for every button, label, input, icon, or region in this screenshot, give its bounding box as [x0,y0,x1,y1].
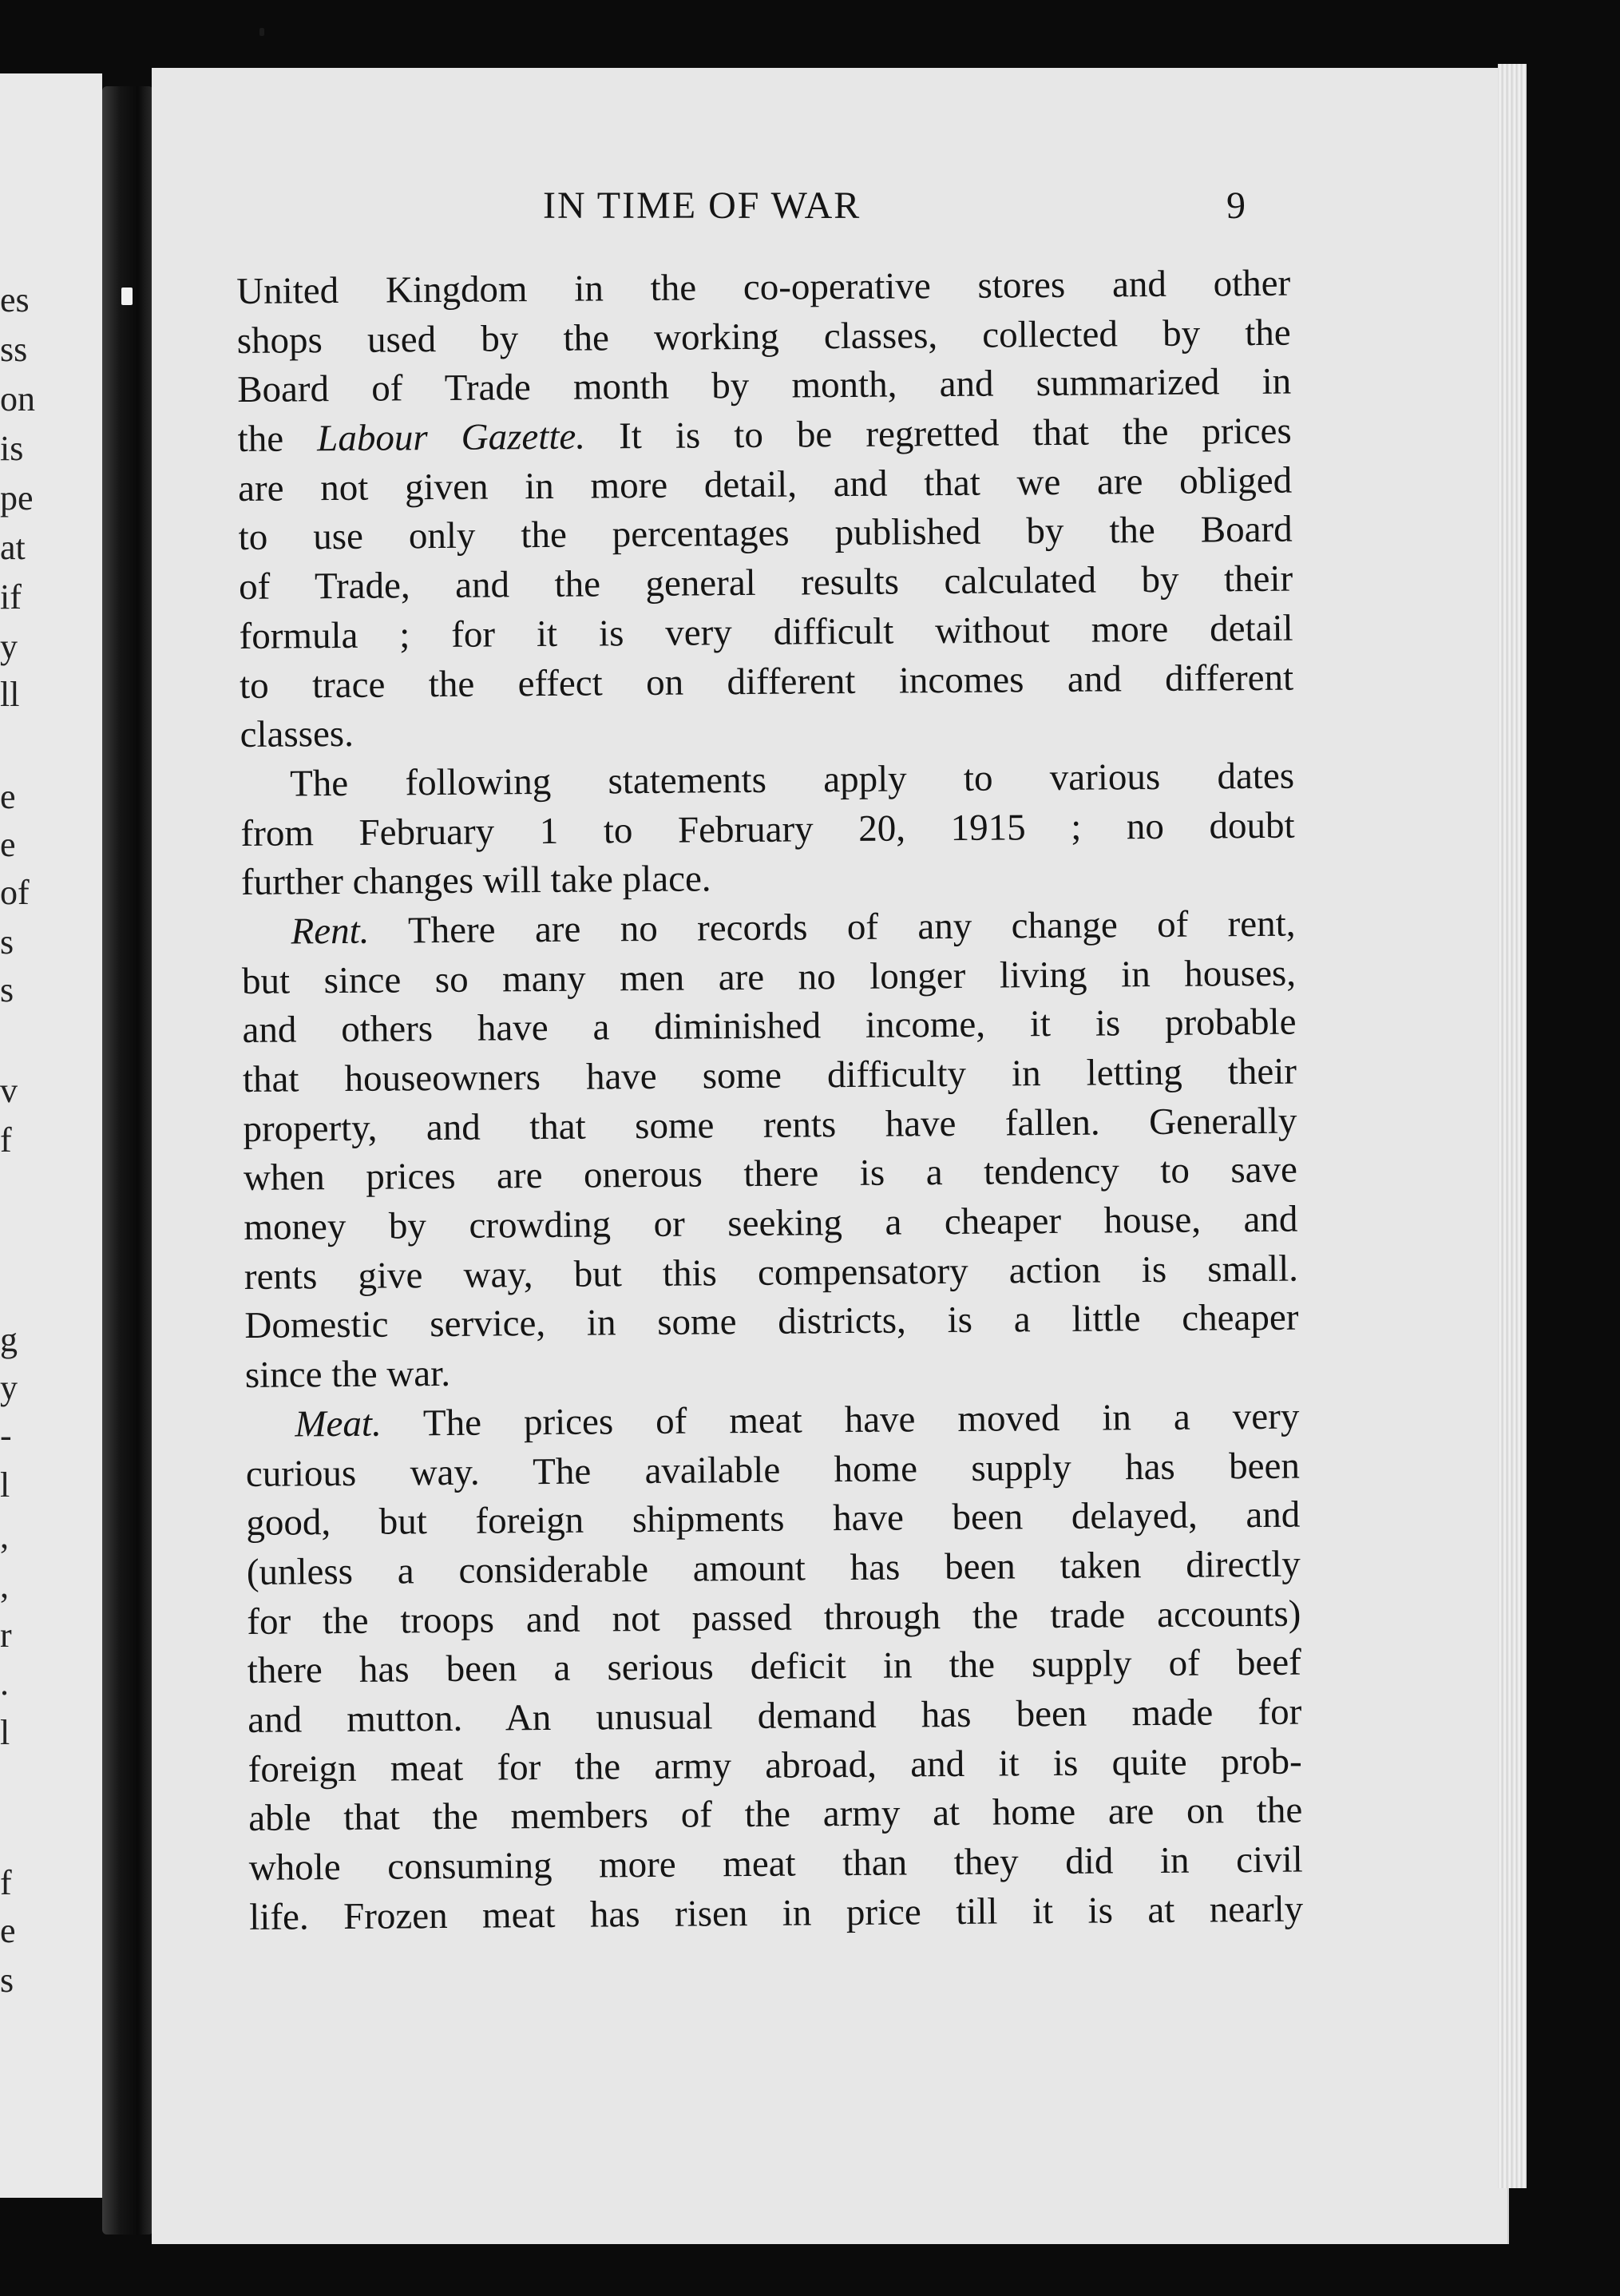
text-line-with-italic: the Labour Gazette. It is to be regretted that the prices [237,410,1292,461]
left-page-fragment: l [0,1713,10,1752]
left-page-fragment: if [0,577,22,617]
left-page-fragment: at [0,528,26,567]
text-line: money by crowding or seeking a cheaper house, and [244,1198,1298,1249]
left-page-fragment: es [0,280,30,319]
text-line: classes. [240,713,354,756]
left-page-fragment: f [0,1863,12,1902]
text-line: rents give way, but this compensatory action is small. [244,1247,1299,1298]
left-page-fragment: - [0,1416,12,1455]
left-page-fragment: r [0,1616,12,1655]
text-line: but since so many men are no longer living in houses, [241,952,1297,1002]
text-line: Board of Trade month by month, and summarized in [237,361,1292,411]
text-line: to use only the percentages published by the Board [238,509,1293,559]
text-line-with-italic: Rent. There are no records of any change of rent, [291,902,1296,953]
left-page-fragment: y [0,1368,18,1407]
text-line: United Kingdom in the co-operative stores and other [236,262,1291,312]
left-page-fragment: ll [0,675,20,714]
left-page-fragment: on [0,379,35,418]
facing-page-left [0,73,102,2198]
italic-phrase: Labour Gazette. [316,415,586,460]
text-line: able that the members of the army at home are on the [248,1789,1303,1840]
left-page-fragment: e [0,825,16,864]
text-line: from February 1 to February 20, 1915 ; no doubt [240,804,1295,855]
text-line: of Trade, and the general results calculated by their [238,557,1293,609]
left-page-fragment: v [0,1071,18,1110]
text-line: curious way. The available home supply has been [245,1445,1301,1495]
text-line: further changes will take place. [240,858,711,904]
left-page-fragment: e [0,777,16,816]
page-number: 9 [1226,184,1246,227]
text-line-with-italic: Meat. The prices of meat have moved in a very [295,1395,1300,1445]
text-line: The following statements apply to various dates [289,755,1295,805]
left-page-fragment: g [0,1320,18,1359]
margin-speck [121,287,133,305]
page-body [236,260,1303,1943]
text-line: and others have a diminished income, it is probable [242,1001,1297,1052]
scan-speck [259,28,264,36]
text-line: for the troops and not passed through the trade accounts) [247,1592,1301,1643]
left-page-fragment: , [0,1517,9,1556]
text-line: are not given in more detail, and that we are obliged [237,459,1293,510]
text-line: when prices are onerous there is a tendency to save [243,1148,1298,1200]
left-page-fragment: s [0,970,14,1009]
left-page-fragment: of [0,873,30,912]
text-line: that houseowners have some difficulty in letting their [242,1050,1297,1100]
text-line: there has been a serious deficit in the supply of beef [247,1641,1301,1692]
book-gutter-shadow [102,86,153,2235]
text-line: whole consuming more meat than they did in civil [248,1838,1303,1889]
text-line: property, and that some rents have fallen. Generally [243,1100,1297,1150]
text-line: foreign meat for the army abroad, and it is quite prob- [248,1740,1302,1790]
page-header [240,184,1246,240]
text-line: shops used by the working classes, collected by the [236,311,1291,362]
left-page-fragment: ss [0,330,28,369]
text-line: (unless a considerable amount has been taken directly [246,1543,1301,1593]
italic-phrase: Rent. [291,910,370,953]
left-page-fragment: , [0,1566,9,1605]
running-head: IN TIME OF WAR [543,184,861,227]
page-edge-stack [1498,64,1527,2188]
text-line: good, but foreign shipments have been delayed, and [246,1493,1301,1545]
left-page-fragment: pe [0,478,34,517]
left-page-fragment: f [0,1120,12,1160]
text-line: since the war. [244,1353,451,1397]
text-line: Domestic service, in some districts, is a little cheaper [244,1297,1299,1347]
text-line: to trace the effect on different incomes and different [239,656,1294,707]
left-page-fragment: l [0,1465,10,1505]
left-page-fragment: . [0,1664,9,1703]
left-page-fragment: y [0,627,18,666]
text-line: and mutton. An unusual demand has been made for [248,1691,1302,1741]
left-page-fragment: is [0,429,24,468]
text-line: life. Frozen meat has risen in price till it is at nearly [249,1888,1304,1938]
left-page-fragment: s [0,922,14,962]
left-page-fragment: s [0,1961,14,2000]
italic-phrase: Meat. [295,1402,382,1445]
text-line: formula ; for it is very difficult without more detail [239,607,1293,657]
left-page-fragment: e [0,1911,16,1950]
